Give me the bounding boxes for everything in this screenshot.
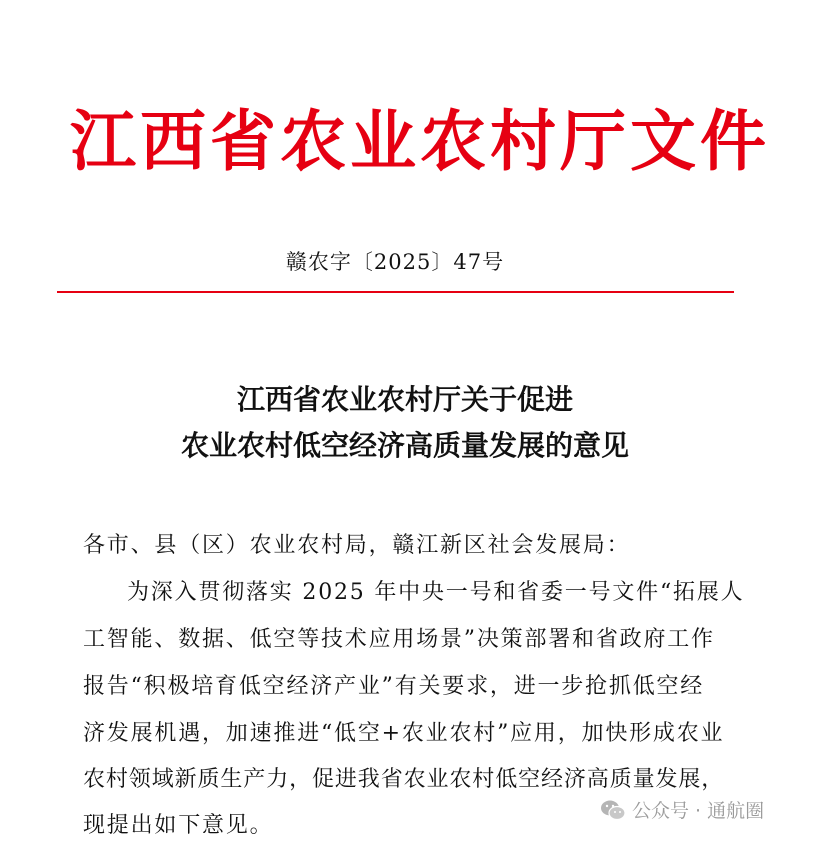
paragraph-line: 济发展机遇，加速推进“低空+农业农村”应用，加快形成农业 — [83, 721, 725, 746]
document-number: 赣农字〔2025〕47号 — [285, 250, 505, 274]
issuer-header: 江西省农业农村厅文件 — [70, 102, 770, 180]
paragraph-line: 为深入贯彻落实 2025 年中央一号和省委一号文件“拓展人 — [127, 580, 745, 605]
watermark — [600, 796, 764, 823]
addressee: 各市、县（区）农业农村局，赣江新区社会发展局： — [83, 533, 631, 558]
paragraph-line: 农村领域新质生产力，促进我省农业农村低空经济高质量发展， — [83, 767, 725, 792]
document-title-line2: 农业农村低空经济高质量发展的意见 — [180, 429, 629, 462]
red-divider — [57, 291, 734, 293]
paragraph-line: 工智能、数据、低空等技术应用场景”决策部署和省政府工作 — [83, 627, 715, 652]
document-title-line1: 江西省农业农村厅关于促进 — [236, 383, 573, 416]
paragraph-line: 报告“积极培育低空经济产业”有关要求，进一步抢抓低空经 — [83, 674, 705, 699]
watermark-text: 公众号 · 通航圈 — [632, 800, 765, 822]
paragraph-line: 现提出如下意见。 — [83, 813, 274, 838]
wechat-icon — [600, 799, 626, 821]
